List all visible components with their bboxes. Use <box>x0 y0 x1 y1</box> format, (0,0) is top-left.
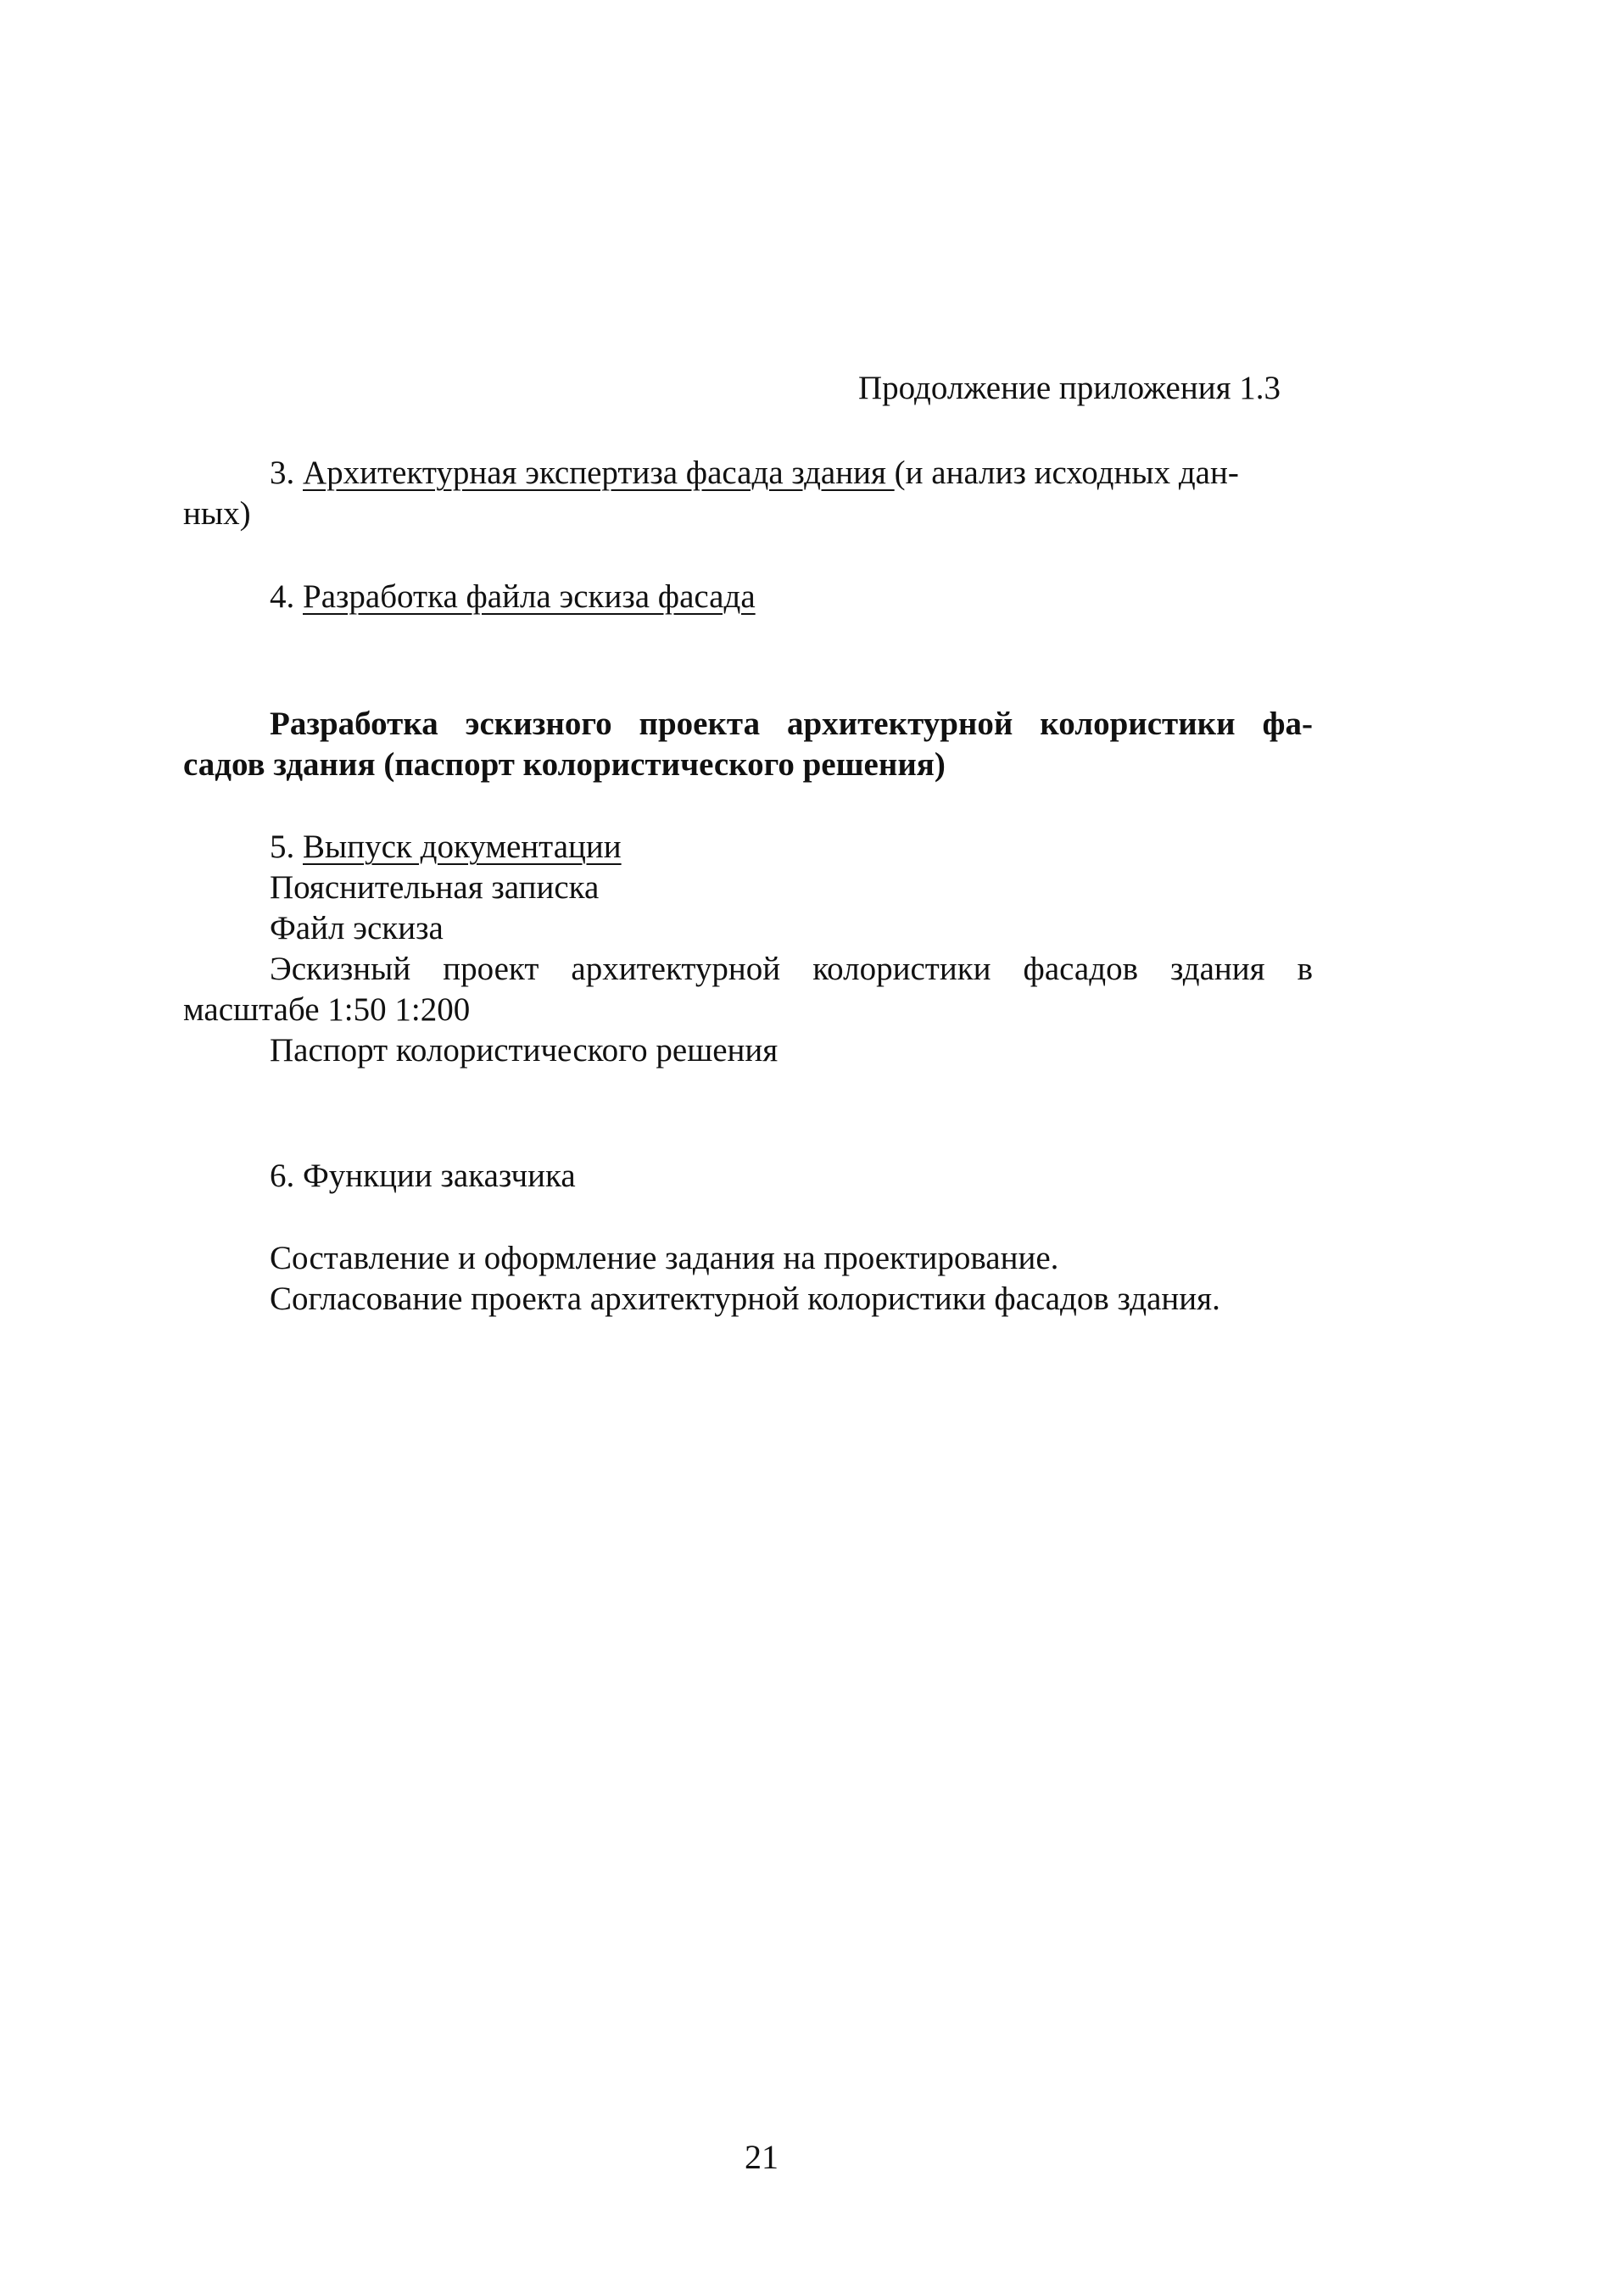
section-5-item: Паспорт колористического решения <box>270 1032 779 1069</box>
bold-heading-line-1: Разработка эскизного проекта архитектурной колористики фа- <box>270 706 1313 742</box>
section-5-number: 5. <box>270 829 303 865</box>
section-5-title: Выпуск документации <box>303 829 622 865</box>
section-3-line-1 <box>270 453 1239 494</box>
section-6-item: Составление и оформление задания на проектирование. <box>270 1240 1059 1276</box>
section-5-item: Пояснительная записка <box>270 869 600 906</box>
section-4-number: 4. <box>270 578 303 615</box>
section-3-title: Архитектурная экспертиза фасада здания <box>303 455 895 491</box>
section-3-line-2: ных) <box>183 495 251 532</box>
bold-heading-line-2: садов здания (паспорт колористического решения) <box>183 746 946 783</box>
section-3-number: 3. <box>270 455 303 491</box>
section-5-item: масштабе 1:50 1:200 <box>183 991 471 1028</box>
section-3-rest: (и анализ исходных дан- <box>894 455 1239 491</box>
section-6-item: Согласование проекта архитектурной колористики фасадов здания. <box>270 1281 1220 1317</box>
section-4-title: Разработка файла эскиза фасада <box>303 578 756 615</box>
section-6-heading: 6. Функции заказчика <box>270 1158 576 1194</box>
section-5-item: Эскизный проект архитектурной колористики фасадов здания в <box>270 951 1313 987</box>
section-4 <box>270 577 756 617</box>
continuation-heading: Продолжение приложения 1.3 <box>858 370 1281 406</box>
section-5-heading <box>270 827 622 868</box>
page-number: 21 <box>745 2138 779 2176</box>
section-5-item: Файл эскиза <box>270 910 444 946</box>
